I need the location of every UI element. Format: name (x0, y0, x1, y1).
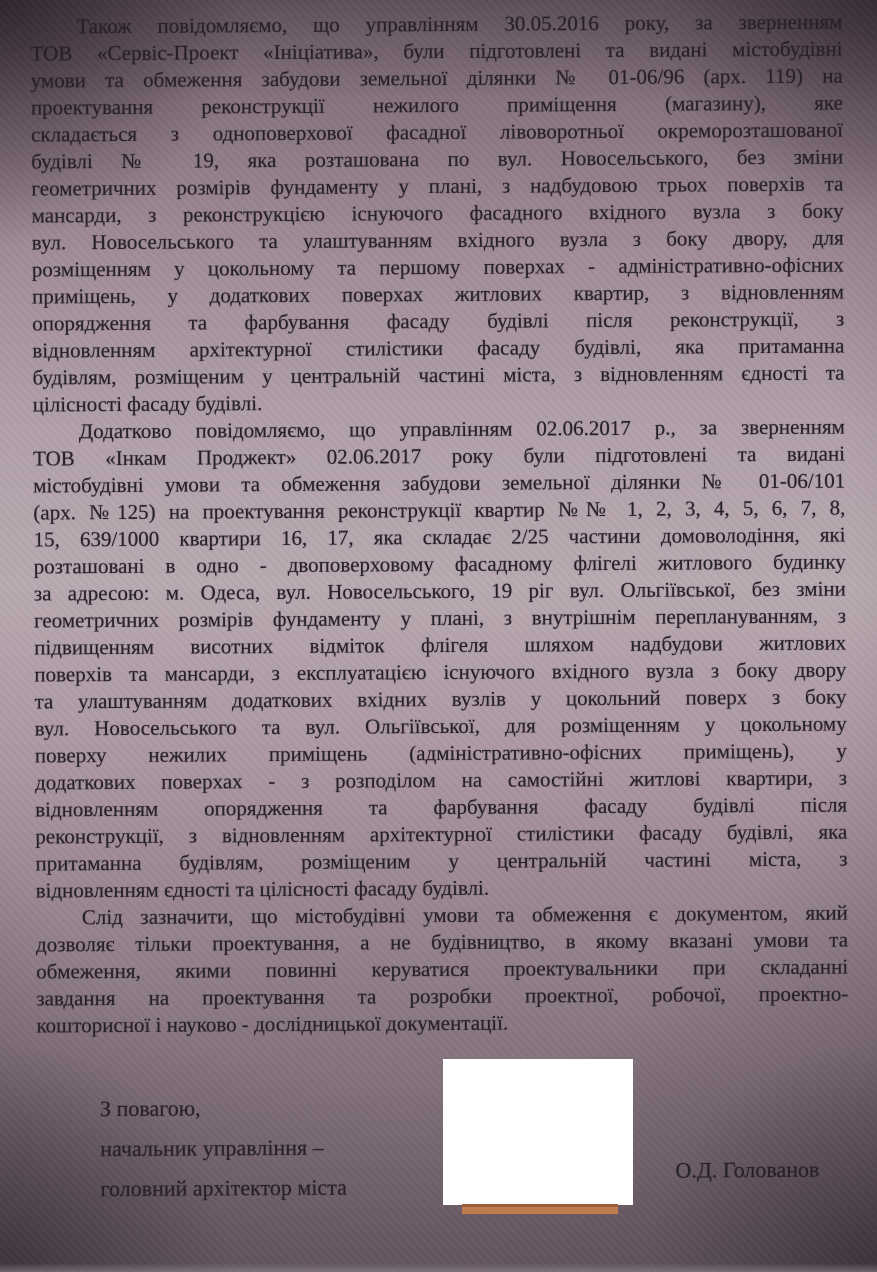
text-line: опорядження та фарбування фасаду будівлі після реконструкції, з (32, 306, 845, 336)
body-paragraph-1 (30, 9, 844, 419)
text-line: поверхів та мансарди, з експлуатацією існуючого вхідного вузла з боку двору (34, 657, 847, 687)
text-line: відновленням опорядження та фарбування фасаду будівлі після (35, 792, 848, 822)
text-line: підвищенням висотних відміток флігеля шляхом надбудови житлових (34, 630, 847, 660)
text-line: кошторисної і науково - дослідницької документації. (36, 1010, 509, 1038)
text-line: проектування реконструкції нежилого приміщення (магазину), яке (30, 90, 843, 120)
signature-title-line1: начальник управління – (100, 1134, 324, 1162)
redaction-box (443, 1059, 633, 1205)
text-line: додаткових поверхах - з розподілом на самостійні житлові квартири, з (34, 765, 848, 795)
text-line: розташовані в одно - двоповерховому фасадному флігелі житлового будинку (33, 549, 846, 579)
text-line: геометричних розмірів фундаменту у плані, з внутрішнім переплануванням, з (33, 603, 847, 633)
text-line: розміщенням у цокольному та першому поверхах - адміністративно-офісних (31, 252, 844, 282)
letter-body (30, 9, 849, 1220)
photo-bottom-edge (0, 1263, 877, 1272)
text-line: містобудівні умови та обмеження забудови земельної ділянки № 01-06/101 (33, 468, 846, 498)
text-line: 15, 639/1000 квартири 16, 17, яка складає 2/25 частини домоволодіння, які (33, 522, 846, 552)
text-line: реконструкції, з відновленням архітектурної стилістики фасаду будівлі, яка (35, 819, 848, 849)
text-line: дозволяє тільки проектування, а не будівництво, в якому вказані умови та (35, 927, 849, 957)
text-line: відновленням архітектурної стилістики фасаду будівлі, яка притаманна (32, 333, 845, 363)
text-line: будівлі № 19, яка розташована по вул. Новосельського, без зміни (31, 144, 844, 174)
text-line: притаманна будівлям, розміщеним у центральній частині міста, з (35, 846, 848, 876)
text-line: та улаштуванням додаткових вхідних вузлів у цокольний поверх з боку (34, 684, 847, 714)
text-line: поверху нежилих приміщень (адміністративно-офісних приміщень), у (34, 738, 847, 768)
text-line: будівлям, розміщеним у центральній частині міста, з відновленням єдності та (32, 360, 845, 390)
text-line: обмеження, якими повинні керуватися проектувальники при складанні (36, 954, 849, 984)
text-line: вул. Новосельського та улаштуванням вхідного вузла з боку двору, для (31, 225, 844, 255)
text-line: за адресою: м. Одеса, вул. Новосельського, 19 ріг вул. Ольгіївської, без зміни (33, 576, 846, 606)
text-line: геометричних розмірів фундаменту у плані, з надбудовою трьох поверхів та (31, 171, 844, 201)
signature-title-line2: головний архітектор міста (100, 1174, 347, 1202)
text-line: (арх. №125) на проектування реконструкції квартир №№ 1, 2, 3, 4, 5, 6, 7, 8, (33, 495, 846, 525)
body-paragraph-3 (36, 900, 849, 1040)
text-line: відновленням єдності та цілісності фасаду будівлі. (35, 875, 490, 903)
text-line: приміщень, у додаткових поверхах житлових квартир, з відновленням (31, 279, 845, 309)
text-line: завдання на проектування та розробки проектної, робочої, проектно- (36, 981, 849, 1011)
text-line: вул. Новосельського та вул. Ольгіївської, для розміщенням у цокольному (34, 711, 847, 741)
highlight-bar (462, 1204, 618, 1214)
text-line: ТОВ «Інкам Проджект» 02.06.2017 року були підготовлені та видані (32, 441, 846, 471)
text-line: умови та обмеження забудови земельної ділянки № 01-06/96 (арх. 119) на (30, 63, 843, 93)
body-paragraph-2 (33, 414, 848, 905)
text-line: цілісності фасаду будівлі. (32, 391, 263, 417)
text-line: Додатково повідомляємо, що управлінням 02.06.2017 р., за зверненням (78, 414, 845, 444)
text-line: мансарди, з реконструкцією існуючого фасадного вхідного вузла з боку (31, 198, 844, 228)
text-line: Слід зазначити, що містобудівні умови та обмеження є документом, який (81, 900, 848, 930)
signature-closing: З повагою, (99, 1095, 201, 1122)
text-line: Також повідомляємо, що управлінням 30.05.2016 року, за зверненням (76, 9, 843, 39)
text-line: складається з одноповерхової фасадної лівоворотньої окреморозташованої (30, 117, 844, 147)
text-line: ТОВ «Сервіс-Проект «Ініціатива», були підготовлені та видані містобудівні (30, 36, 843, 66)
signatory-name: О.Д. Голованов (675, 1156, 820, 1183)
